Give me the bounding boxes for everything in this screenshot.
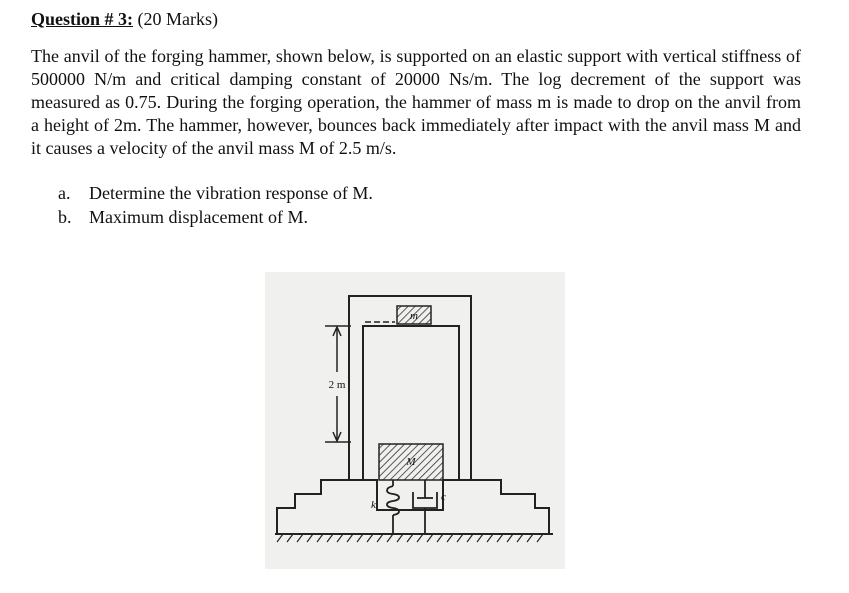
forging-hammer-figure [265,272,565,569]
spring-label: k [371,499,376,511]
question-marks: (20 Marks) [137,9,218,29]
sub-questions [58,181,373,229]
sub-question-text: Maximum displacement of M. [89,207,308,227]
spring [387,480,399,534]
ground [275,534,553,542]
problem-statement: The anvil of the forging hammer, shown below, is supported on an elastic support with vertical stiffness of 500000 N/m and critical damping constant of 20000 Ns/m. The log decrement of the support was measured as 0.75. During the forging operation, the hammer of mass m is made to drop on the anvil from a height of 2m. The hammer, however, bounces back immediately after impact with the anvil mass M and it causes a velocity of the anvil mass M of 2.5 m/s. [31,46,801,158]
question-number: Question # 3: [31,9,134,29]
damper-label: c [441,491,446,503]
sub-question-a [58,181,373,205]
sub-question-b [58,205,373,229]
question-heading [31,8,218,30]
sub-question-text: Determine the vibration response of M. [89,183,373,203]
sub-question-label: b. [58,207,72,227]
height-label: 2 m [328,379,346,391]
anvil-label: M [406,456,416,468]
hammer-label: m [410,310,418,322]
drop-height-dimension [325,326,351,442]
sub-question-label: a. [58,183,71,203]
damper [413,480,437,534]
